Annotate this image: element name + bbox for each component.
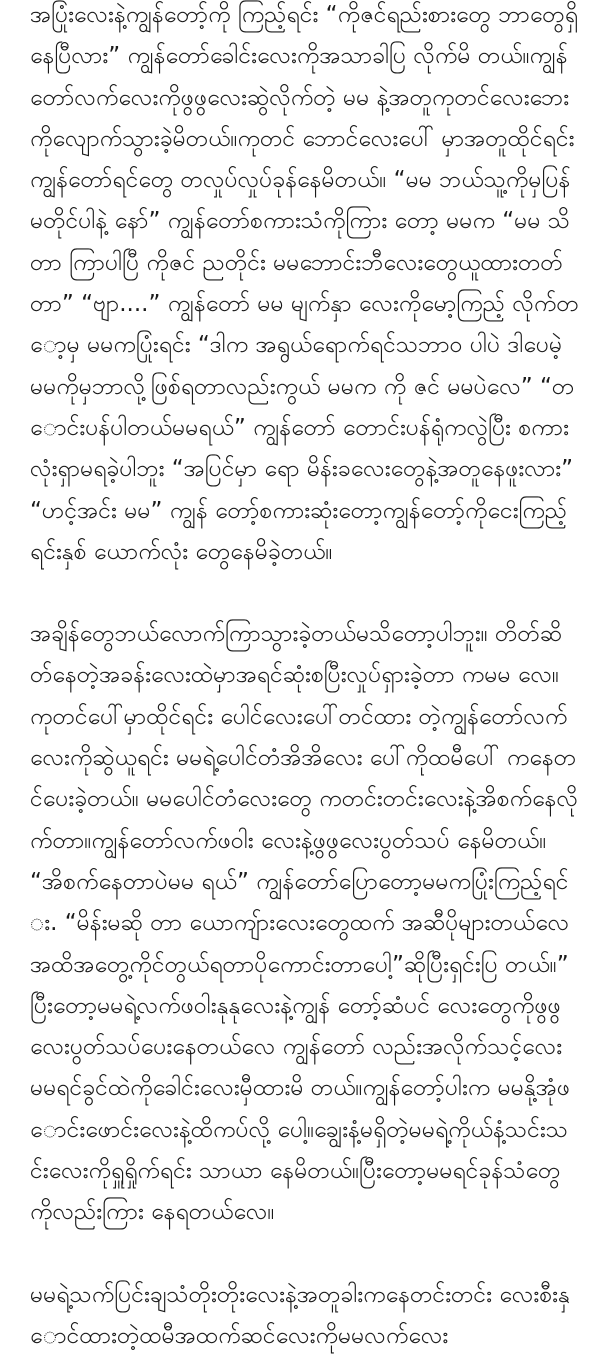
story-paragraph-1: အပြုံးလေးနဲ့ကျွန်တော့်ကို ကြည့်ရင်း “ကိုဇင်ရည်းစားတွေ ဘာတွေရှိနေပြီလား” ကျွန်တော်ခေါင်းလေးကိုအသာခါပြ လိုက်မိ တယ်။ကျွန်တော်လက်လေးကိုဖွဖွလေးဆွဲလိုက်တဲ့ မမ နဲ့အတူကုတင်လေးဘေးကိုလျောက်သွားခဲ့မိတယ်။ကုတင် ဘောင်လေးပေါ် မှာအတူထိုင်ရင်းကျွန်တော်ရင်တွေ တလှုပ်လှုပ်ခုန်နေမိတယ်။ “မမ ဘယ်သူ့ကိုမှပြန်မတိုင်ပါနဲ့ နော်” ကျွန်တော်စကားသံကိုကြား တော့ မမက “မမ သိတာ ကြာပါပြီ ကိုဇင် ညတိုင်း မမဘောင်းဘီလေးတွေယူထားတတ် တာ” “ဗျာ....” ကျွန်တော် မမ မျက်နှာ လေးကိုမော့ကြည့် လိုက်တော့မှ မမကပြုံးရင်း “ဒါက အရွယ်ရောက်ရင်သဘာဝ ပါပဲ ဒါပေမဲ့ မမကိုမှဘာလို့ဖြစ်ရတာလည်းကွယ် မမက ကို ဇင် မမပဲလေ” “တောင်းပန်ပါတယ်မမရယ်” ကျွန်တော် တောင်းပန်ရုံကလွဲပြီး စကားလုံးရှာမရခဲ့ပါဘူး “အပြင်မှာ ရော မိန်းခလေးတွေနဲ့အတူနေဖူးလား” “ဟင့်အင်း မမ” ကျွန် တော့်စကားဆုံးတော့ကျွန်တော့်ကိုငေးကြည့်ရင်းနှစ် ယောက်လုံး တွေနေမိခဲ့တယ်။ xyxy=(30,2,579,565)
paragraph-spacer xyxy=(30,1234,579,1275)
paragraph-spacer xyxy=(30,573,579,614)
story-paragraph-2: အချိန်တွေဘယ်လောက်ကြာသွားခဲ့တယ်မသိတော့ပါဘူး။ တိတ်ဆိတ်နေတဲ့အခန်းလေးထဲမှာအရင်ဆုံးစပြီးလှုပ်ရှားခဲ့တာ ကမမ လေ။ ကုတင်ပေါ်မှာထိုင်ရင်း ပေါင်လေးပေါ်တင်ထား တဲ့ကျွန်တော်လက်လေးကိုဆွဲယူရင်း မမရဲ့ပေါင်တံအိအိလေး ပေါ်ကိုထမီပေါ် ကနေတင်ပေးခဲ့တယ်။ မမပေါင်တံလေးတွေ ကတင်းတင်းလေးနဲ့အိစက်နေလိုက်တာ။ကျွန်တော်လက်ဖဝါး လေးနဲ့ဖွဖွလေးပွတ်သပ် နေမိတယ်။ “အိစက်နေတာပဲမမ ရယ်” ကျွန်တော်ပြောတော့မမကပြုံးကြည့်ရင်း. “မိန်းမဆို တာ ယောကျ်ားလေးတွေထက် အဆီပိုများတယ်လေ အထိအတွေ့ကိုင်တွယ်ရတာပိုကောင်းတာပေါ့”ဆိုပြီးရှင်းပြ တယ်။” ပြီးတော့မမရဲ့လက်ဖဝါးနုနုလေးနဲ့ကျွန် တော့်ဆံပင် လေးတွေကိုဖွဖွလေးပွတ်သပ်ပေးနေတယ်လေ ကျွန်တော် လည်းအလိုက်သင့်လေး မမရင်ခွင်ထဲကိုခေါင်းလေးမှီထားမိ တယ်။ကျွန်တော့်ပါးက မမနို့အုံဖောင်းဖောင်းလေးနဲ့ထိကပ်လို့ ပေါ့။ချွေးနံ့မရှိတဲ့မမရဲ့ကိုယ်နံ့သင်းသင်းလေးကိုရှူရှိုက်ရင်း သာယာ နေမိတယ်။ပြီးတော့မမရင်ခုန်သံတွေကိုလည်းကြား နေရတယ်လေ။ xyxy=(30,621,579,1226)
story-paragraph-3: မမရဲ့သက်ပြင်းချသံတိုးတိုးလေးနဲ့အတူခါးကနေတင်းတင်း လေးစီးနှောင်ထားတဲ့ထမီအထက်ဆင်လေးကိုမမလက်လေး xyxy=(30,1281,570,1349)
